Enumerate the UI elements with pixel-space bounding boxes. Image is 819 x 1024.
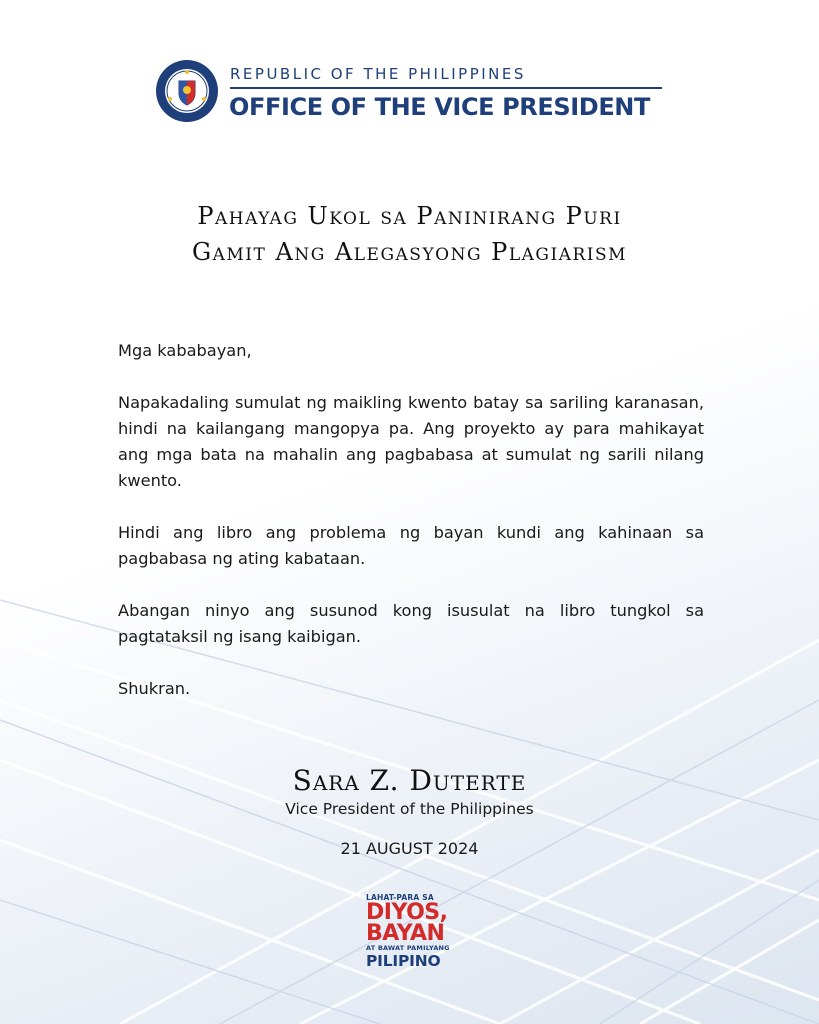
header-divider <box>230 87 662 89</box>
office-label: OFFICE OF THE VICE PRESIDENT <box>229 93 650 121</box>
paragraph-2: Hindi ang libro ang problema ng bayan kundi ang kahinaan sa pagbabasa ng ating kabataan. <box>118 523 704 568</box>
paragraph-1: Napakadaling sumulat ng maikling kwento batay sa sariling karanasan, hindi na kailangang mangopya pa. Ang proyekto ay para mahikayat ang mga bata na mahalin ang pagbabasa at sumulat ng sarili nilang kwento. <box>118 393 704 490</box>
slogan-line-3: BAYAN <box>366 921 445 946</box>
title-line-1: Pahayag Ukol sa Paninirang Puri <box>197 202 622 230</box>
signatory-role: Vice President of the Philippines <box>285 800 534 818</box>
statement-body <box>118 338 704 702</box>
slogan-line-4: AT BAWAT PAMILYANG <box>366 944 450 952</box>
paragraph-3: Abangan ninyo ang susunod kong isusulat na libro tungkol sa pagtataksil ng isang kaibigan. <box>118 601 704 646</box>
letterhead <box>155 57 665 127</box>
slogan-logo <box>366 893 454 977</box>
ovp-seal-icon <box>155 59 219 123</box>
slogan-line-2: DIYOS, <box>366 900 448 925</box>
republic-label: REPUBLIC OF THE PHILIPPINES <box>230 65 526 83</box>
statement-title <box>60 198 759 270</box>
greeting: Mga kababayan, <box>118 341 252 360</box>
slogan-line-5: PILIPINO <box>366 952 441 970</box>
title-line-2: Gamit Ang Alegasyong Plagiarism <box>191 238 628 266</box>
statement-date: 21 AUGUST 2024 <box>340 839 479 858</box>
signatory-name: Sara Z. Duterte <box>292 764 527 797</box>
slogan-line-1: LAHAT-PARA SA <box>366 893 434 902</box>
signoff: Shukran. <box>118 679 191 698</box>
